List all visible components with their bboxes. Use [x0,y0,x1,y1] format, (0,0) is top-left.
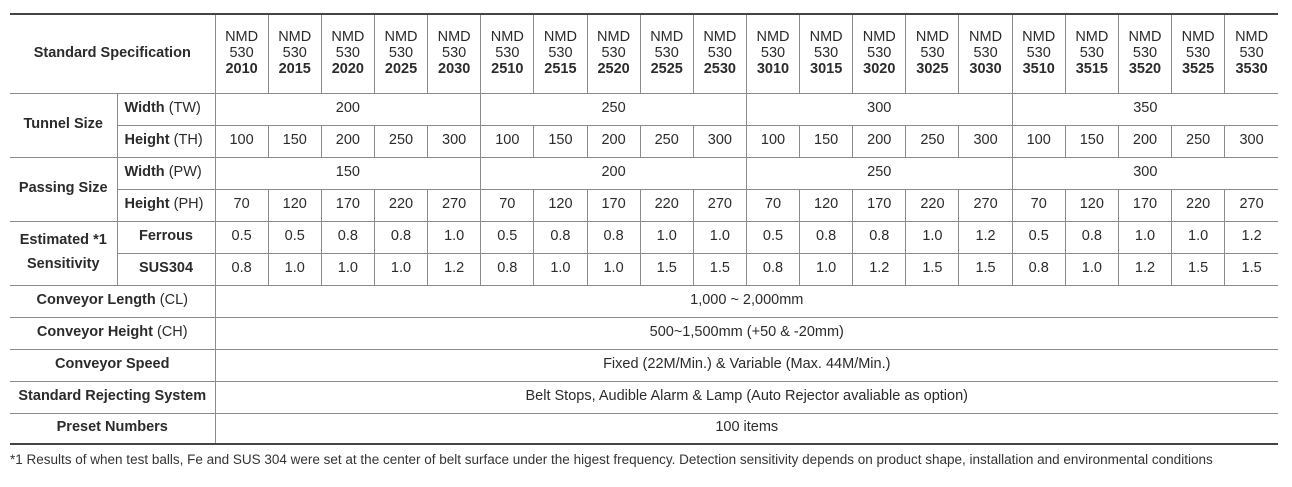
passing-height-value: 70 [481,189,534,221]
model-prefix: NMD [1022,28,1056,45]
sus304-sensitivity-value: 1.0 [268,253,321,285]
sus304-sensitivity-value: 1.5 [693,253,746,285]
model-code: 3015 [810,60,843,77]
model-header-cell [906,14,959,93]
passing-width-value: 250 [746,157,1012,189]
tunnel-height-value: 250 [906,125,959,157]
tunnel-height-value: 200 [321,125,374,157]
model-series: 530 [1239,44,1264,61]
tunnel-height-row [10,125,1278,157]
tunnel-width-value: 350 [1012,93,1278,125]
ferrous-sensitivity-value: 0.5 [268,221,321,253]
sus304-sensitivity-value: 1.0 [534,253,587,285]
specification-table [10,13,1278,445]
rejecting-system-value: Belt Stops, Audible Alarm & Lamp (Auto Rejector avaliable as option) [215,381,1278,413]
model-series: 530 [814,44,839,61]
model-series: 530 [707,44,732,61]
tunnel-height-value: 200 [1118,125,1171,157]
passing-height-value: 170 [1118,189,1171,221]
passing-height-value: 170 [587,189,640,221]
sus304-sensitivity-value: 1.5 [1225,253,1278,285]
conveyor-speed-label: Conveyor Speed [10,349,215,381]
ferrous-sensitivity-value: 0.8 [587,221,640,253]
passing-height-value: 120 [800,189,853,221]
model-series: 530 [920,44,945,61]
model-series: 530 [760,44,786,61]
model-code: 2510 [491,60,524,77]
ferrous-sensitivity-value: 1.0 [1118,221,1171,253]
model-prefix: NMD [915,28,949,45]
model-series: 530 [1079,44,1104,61]
ferrous-sensitivity-value: 1.2 [959,221,1012,253]
model-header-cell [800,14,853,93]
model-code: 2525 [650,60,683,77]
model-series: 530 [867,44,892,61]
model-code: 2010 [225,60,258,77]
model-code: 3520 [1128,60,1162,77]
preset-numbers-value: 100 items [215,413,1278,444]
passing-width-label: Width (PW) [117,157,215,189]
model-code: 2025 [384,60,418,77]
tunnel-width-value: 200 [215,93,481,125]
estimated-sensitivity-label: Estimated *1 Sensitivity [10,221,117,285]
footnote: *1 Results of when test balls, Fe and SUS 304 were set at the center of belt surface under the higest frequency. Detection sensitivity depends on product shape, installation and environmental conditions [10,452,1213,467]
model-prefix: NMD [1181,28,1215,45]
tunnel-height-value: 150 [534,125,587,157]
conveyor-length-label: Conveyor Length (CL) [10,285,215,317]
model-series: 530 [282,44,307,61]
model-header-cell [959,14,1012,93]
ferrous-row [10,221,1278,253]
model-prefix: NMD [597,28,631,45]
ferrous-sensitivity-value: 0.8 [321,221,374,253]
model-series: 530 [335,44,360,61]
model-prefix: NMD [809,28,843,45]
ferrous-sensitivity-value: 1.2 [1225,221,1278,253]
model-series: 530 [495,44,520,61]
model-header-cell [1012,14,1065,93]
ferrous-sensitivity-value: 0.5 [481,221,534,253]
model-prefix: NMD [650,28,684,45]
tunnel-height-value: 150 [1065,125,1118,157]
tunnel-width-value: 250 [481,93,747,125]
model-code: 2515 [544,60,577,77]
passing-height-value: 70 [215,189,268,221]
ferrous-sensitivity-value: 0.8 [853,221,906,253]
ferrous-sensitivity-value: 0.8 [800,221,853,253]
sus304-sensitivity-value: 1.0 [374,253,427,285]
sus304-sensitivity-value: 0.8 [481,253,534,285]
passing-height-value: 70 [1012,189,1065,221]
sus304-sensitivity-value: 1.2 [1118,253,1171,285]
sus304-sensitivity-value: 0.8 [215,253,268,285]
model-header-cell [853,14,906,93]
model-code: 2020 [331,60,364,77]
model-code: 3020 [863,60,896,77]
conveyor-speed-value: Fixed (22M/Min.) & Variable (Max. 44M/Min.) [215,349,1278,381]
model-series: 530 [388,44,414,61]
tunnel-height-label: Height (TH) [117,125,215,157]
sus304-sensitivity-value: 0.8 [1012,253,1065,285]
tunnel-height-value: 300 [693,125,746,157]
model-prefix: NMD [1235,28,1269,45]
tunnel-height-value: 150 [268,125,321,157]
passing-height-value: 120 [268,189,321,221]
tunnel-height-value: 250 [1172,125,1225,157]
passing-height-value: 220 [374,189,427,221]
passing-height-value: 120 [1065,189,1118,221]
tunnel-width-label: Width (TW) [117,93,215,125]
model-prefix: NMD [331,28,365,45]
rejecting-system-row [10,381,1278,413]
passing-height-value: 270 [1225,189,1278,221]
passing-height-row [10,189,1278,221]
model-code: 3525 [1181,60,1215,77]
passing-height-label: Height (PH) [117,189,215,221]
preset-numbers-row [10,413,1278,444]
sus304-sensitivity-value: 1.0 [1065,253,1118,285]
ferrous-sensitivity-value: 0.5 [746,221,799,253]
sus304-sensitivity-value: 1.5 [959,253,1012,285]
conveyor-length-value: 1,000 ~ 2,000mm [215,285,1278,317]
model-code: 3025 [916,60,949,77]
model-series: 530 [654,44,679,61]
ferrous-sensitivity-value: 0.8 [534,221,587,253]
model-prefix: NMD [278,28,312,45]
passing-height-value: 220 [640,189,693,221]
passing-width-value: 300 [1012,157,1278,189]
model-prefix: NMD [862,28,896,45]
passing-height-value: 270 [428,189,481,221]
passing-height-value: 220 [906,189,959,221]
model-header-cell [746,14,799,93]
passing-width-row [10,157,1278,189]
ferrous-sensitivity-value: 1.0 [640,221,693,253]
ferrous-sensitivity-value: 1.0 [693,221,746,253]
tunnel-height-value: 250 [640,125,693,157]
sus304-sensitivity-value: 1.0 [800,253,853,285]
model-header-cell [1118,14,1171,93]
standard-specification-label: Standard Specification [10,14,215,93]
ferrous-sensitivity-value: 0.8 [374,221,427,253]
model-code: 3510 [1022,60,1055,77]
ferrous-sensitivity-value: 1.0 [1172,221,1225,253]
tunnel-height-value: 300 [1225,125,1278,157]
model-code: 3515 [1075,60,1108,77]
conveyor-height-label: Conveyor Height (CH) [10,317,215,349]
model-prefix: NMD [225,28,259,45]
model-series: 530 [548,44,573,61]
passing-height-value: 270 [959,189,1012,221]
model-header-cell [374,14,427,93]
tunnel-height-value: 100 [746,125,799,157]
tunnel-height-value: 300 [428,125,481,157]
conveyor-height-row [10,317,1278,349]
tunnel-size-label: Tunnel Size [10,93,117,157]
passing-height-value: 220 [1172,189,1225,221]
rejecting-system-label: Standard Rejecting System [10,381,215,413]
passing-height-value: 70 [746,189,799,221]
model-series: 530 [1132,44,1158,61]
tunnel-width-value: 300 [746,93,1012,125]
tunnel-height-value: 200 [587,125,640,157]
model-header-cell [640,14,693,93]
model-header-cell [268,14,321,93]
conveyor-height-value: 500~1,500mm (+50 & -20mm) [215,317,1278,349]
sus304-sensitivity-value: 1.5 [1172,253,1225,285]
ferrous-sensitivity-value: 1.0 [906,221,959,253]
sus304-sensitivity-value: 0.8 [746,253,799,285]
model-series: 530 [1026,44,1051,61]
passing-height-value: 120 [534,189,587,221]
tunnel-height-value: 100 [481,125,534,157]
model-code: 3530 [1235,60,1268,77]
sus304-sensitivity-value: 1.2 [428,253,481,285]
model-series: 530 [601,44,626,61]
sus304-sensitivity-value: 1.2 [853,253,906,285]
model-header-cell [481,14,534,93]
model-prefix: NMD [543,28,577,45]
model-code: 2030 [438,60,471,77]
ferrous-sensitivity-value: 0.5 [215,221,268,253]
model-header-cell [587,14,640,93]
model-prefix: NMD [1128,28,1162,45]
model-header-cell [693,14,746,93]
tunnel-height-value: 100 [215,125,268,157]
model-header-cell [1172,14,1225,93]
model-code: 2520 [597,60,630,77]
tunnel-height-value: 300 [959,125,1012,157]
model-header-cell [1065,14,1118,93]
model-prefix: NMD [969,28,1003,45]
tunnel-height-value: 150 [800,125,853,157]
model-code: 2015 [278,60,311,77]
sus304-sensitivity-value: 1.0 [321,253,374,285]
header-row [10,14,1278,93]
tunnel-height-value: 250 [374,125,427,157]
model-code: 2530 [703,60,736,77]
sus304-row [10,253,1278,285]
passing-width-value: 200 [481,157,747,189]
sus304-sensitivity-value: 1.5 [906,253,959,285]
sus304-label: SUS304 [117,253,215,285]
passing-height-value: 170 [853,189,906,221]
sus304-sensitivity-value: 1.5 [640,253,693,285]
tunnel-height-value: 200 [853,125,906,157]
model-header-cell [534,14,587,93]
model-series: 530 [973,44,998,61]
ferrous-sensitivity-value: 0.8 [1065,221,1118,253]
model-prefix: NMD [703,28,737,45]
tunnel-width-row [10,93,1278,125]
model-header-cell [321,14,374,93]
model-series: 530 [229,44,254,61]
passing-height-value: 170 [321,189,374,221]
model-prefix: NMD [1075,28,1109,45]
ferrous-sensitivity-value: 0.5 [1012,221,1065,253]
sus304-sensitivity-value: 1.0 [587,253,640,285]
preset-numbers-label: Preset Numbers [10,413,215,444]
passing-height-value: 270 [693,189,746,221]
model-header-cell [1225,14,1278,93]
model-series: 530 [1186,44,1211,61]
model-prefix: NMD [490,28,524,45]
tunnel-height-value: 100 [1012,125,1065,157]
model-prefix: NMD [384,28,418,45]
conveyor-speed-row [10,349,1278,381]
conveyor-length-row [10,285,1278,317]
model-header-cell [428,14,481,93]
passing-size-label: Passing Size [10,157,117,221]
model-header-cell [215,14,268,93]
model-series: 530 [442,44,467,61]
model-prefix: NMD [756,28,790,45]
model-code: 3030 [969,60,1002,77]
ferrous-label: Ferrous [117,221,215,253]
passing-width-value: 150 [215,157,481,189]
model-code: 3010 [756,60,790,77]
model-prefix: NMD [437,28,471,45]
ferrous-sensitivity-value: 1.0 [428,221,481,253]
